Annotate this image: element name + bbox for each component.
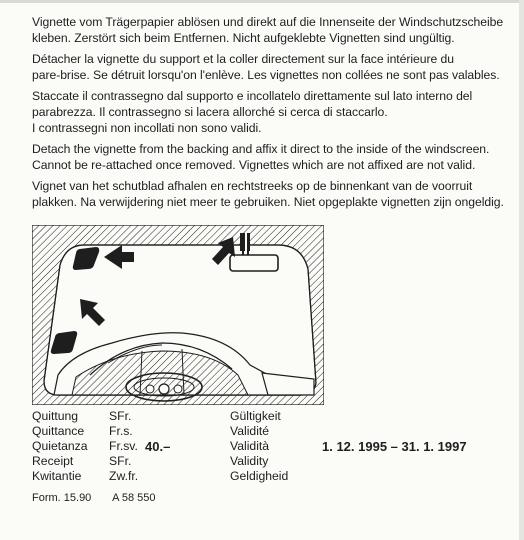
instructions-block xyxy=(32,14,520,215)
currency-label: Fr.sv. xyxy=(109,439,138,453)
instruction-line: pare-brise. Se détruit lorsqu'on l'enlève. Les vignettes non collées ne sont pas valables. xyxy=(32,68,500,82)
dashboard-icon xyxy=(54,333,314,395)
validity-label: Gültigkeit xyxy=(230,409,281,423)
receipt-label: Receipt xyxy=(32,454,74,468)
receipt-labels-column xyxy=(32,409,88,484)
validity-labels-column xyxy=(230,409,288,484)
instruction-dutch xyxy=(32,178,520,210)
arrow-down-left-icon xyxy=(80,299,105,326)
validity-period: 1. 12. 1995 – 31. 1. 1997 xyxy=(322,439,467,454)
instruction-french xyxy=(32,51,520,83)
currency-label: Zw.fr. xyxy=(109,469,139,483)
validity-label: Validità xyxy=(230,439,270,453)
instruction-line: I contrassegni non incollati non sono validi. xyxy=(32,121,262,135)
windscreen-diagram xyxy=(32,225,324,405)
instruction-english xyxy=(32,141,520,173)
instruction-line: Vignette vom Trägerpapier ablösen und direkt auf die Innenseite der Windschutzscheibe xyxy=(32,15,504,29)
validity-label: Validity xyxy=(230,454,269,468)
instruction-line: plakken. Na verwijdering niet meer te gebruiken. Niet opgeplakte vignetten zijn ongeldig. xyxy=(32,195,504,209)
instruction-line: Cannot be re-attached once removed. Vignettes which are not affixed are not valid. xyxy=(32,158,476,172)
instruction-line: parabrezza. Il contrassegno si lacera allorché si cerca di staccarlo. xyxy=(32,105,388,119)
serial-number: A 58 550 xyxy=(112,492,156,504)
instruction-line: Détacher la vignette du support et la coller directement sur la face intérieure du xyxy=(32,52,455,66)
instruction-line: Staccate il contrassegno dal supporto e incollatelo direttamente sul lato interno del xyxy=(32,89,473,103)
currency-label: SFr. xyxy=(109,454,132,468)
currency-column xyxy=(109,409,138,484)
instruction-line: Vignet van het schutblad afhalen en rechtstreeks op de binnenkant van de voorruit xyxy=(32,179,473,193)
validity-label: Geldigheid xyxy=(230,469,289,483)
validity-label: Validité xyxy=(230,424,270,438)
arrow-left-icon xyxy=(104,245,134,269)
price-amount: 40.– xyxy=(145,439,171,454)
receipt-label: Quietanza xyxy=(32,439,88,453)
receipt-label: Quittung xyxy=(32,409,79,423)
receipt-label: Quittance xyxy=(32,424,85,438)
receipt-label: Kwitantie xyxy=(32,469,82,483)
scan-edge-top xyxy=(0,0,524,3)
form-footer xyxy=(32,492,156,504)
form-number: Form. 15.90 xyxy=(32,492,92,504)
instruction-german xyxy=(32,14,520,46)
instruction-line: Detach the vignette from the backing and affix it direct to the inside of the windscreen. xyxy=(32,142,490,156)
currency-label: Fr.s. xyxy=(109,424,133,438)
instruction-line: kleben. Zerstört sich beim Entfernen. Nicht aufgeklebte Vignetten sind ungültig. xyxy=(32,31,455,45)
currency-label: SFr. xyxy=(109,409,132,423)
instruction-italian xyxy=(32,88,520,136)
